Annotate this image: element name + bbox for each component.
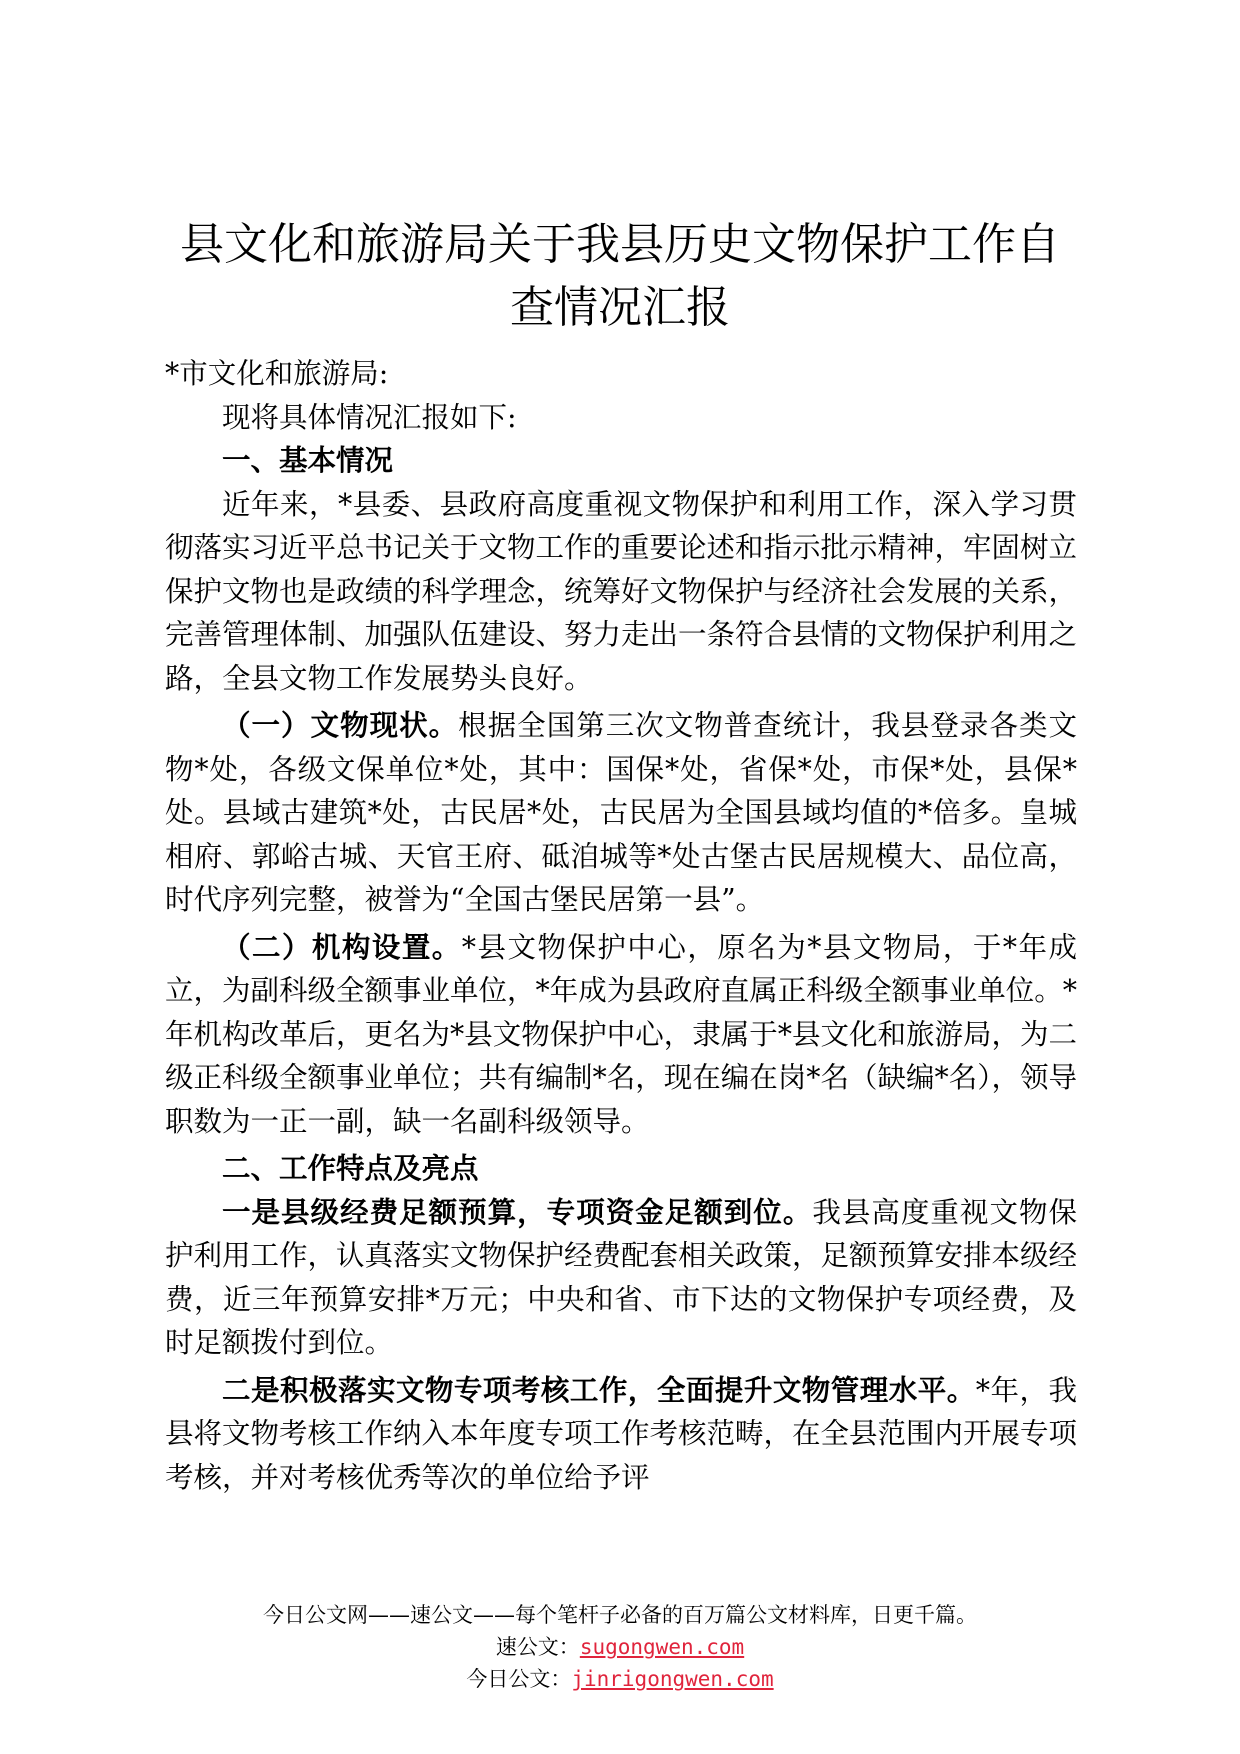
title-line-1: 县文化和旅游局关于我县历史文物保护工作自: [180, 219, 1060, 270]
subsection-1-paragraph: [165, 704, 1077, 922]
jinrigongwen-link[interactable]: jinrigongwen.com: [571, 1667, 774, 1691]
document-title: [150, 213, 1090, 339]
footer-label-2: 今日公文：: [466, 1667, 572, 1691]
intro-paragraph: 现将具体情况汇报如下:: [222, 400, 517, 434]
title-line-2: 查情况汇报: [510, 282, 730, 333]
point-1-paragraph: [165, 1191, 1077, 1365]
document-body: [165, 352, 1077, 1499]
point-2-text: *年，我县将文物考核工作纳入本年度专项工作考核范畴，在全县范围内开展专项考核，并对考核优秀等次的单位给予评: [165, 1373, 1078, 1494]
subsection-1-text: 根据全国第三次文物普查统计，我县登录各类文物*处，各级文保单位*处，其中：国保*处，省保*处，市保*处，县保*处。县域古建筑*处，古民居*处，古民居为全国县域均值的*倍多。皇城相府、郭峪古城、天官王府、砥洎城等*处古堡古民居规模大、品位高，时代序列完整，被誉为“全国古堡民居第一县”。: [165, 709, 1077, 916]
footer-slogan: 今日公文网——速公文——每个笔杆子必备的百万篇公文材料库，日更千篇。: [263, 1603, 977, 1627]
footer-link-row-2: [0, 1663, 1240, 1695]
sugongwen-link[interactable]: sugongwen.com: [579, 1635, 745, 1659]
footer-label-1: 速公文：: [495, 1635, 580, 1659]
subsection-2-text: *县文物保护中心，原名为*县文物局，于*年成立，为副科级全额事业单位，*年成为县政府直属正科级全额事业单位。*年机构改革后，更名为*县文物保护中心，隶属于*县文化和旅游局，为二级正科级全额事业单位；共有编制*名，现在编在岗*名（缺编*名），领导职数为一正一副，缺一名副科级领导。: [165, 930, 1078, 1138]
subsection-2-lead: （二）机构设置。: [222, 929, 462, 964]
point-1-text: 我县高度重视文物保护利用工作，认真落实文物保护经费配套相关政策，足额预算安排本级经费，近三年预算安排*万元；中央和省、市下达的文物保护专项经费，及时足额拨付到位。: [165, 1195, 1078, 1359]
page-footer: [0, 1599, 1240, 1695]
section-2-heading: 二、工作特点及亮点: [222, 1151, 479, 1185]
subsection-1-lead: （一）文物现状。: [222, 708, 459, 742]
point-1-lead: 一是县级经费足额预算，专项资金足额到位。: [222, 1194, 813, 1229]
point-2-lead: 二是积极落实文物专项考核工作，全面提升文物管理水平。: [222, 1372, 976, 1407]
subsection-2-paragraph: [165, 926, 1077, 1144]
recipient: *市文化和旅游局:: [165, 357, 389, 390]
section-1-heading: 一、基本情况: [222, 443, 394, 477]
section-1-paragraph: 近年来，*县委、县政府高度重视文物保护和利用工作，深入学习贯彻落实习近平总书记关于文物工作的重要论述和指示批示精神，牢固树立保护文物也是政绩的科学理念，统筹好文物保护与经济社会发展的关系，完善管理体制、加强队伍建设、努力走出一条符合县情的文物保护利用之路，全县文物工作发展势头良好。: [165, 487, 1078, 695]
point-2-paragraph: [165, 1369, 1077, 1500]
footer-link-row-1: [0, 1631, 1240, 1663]
